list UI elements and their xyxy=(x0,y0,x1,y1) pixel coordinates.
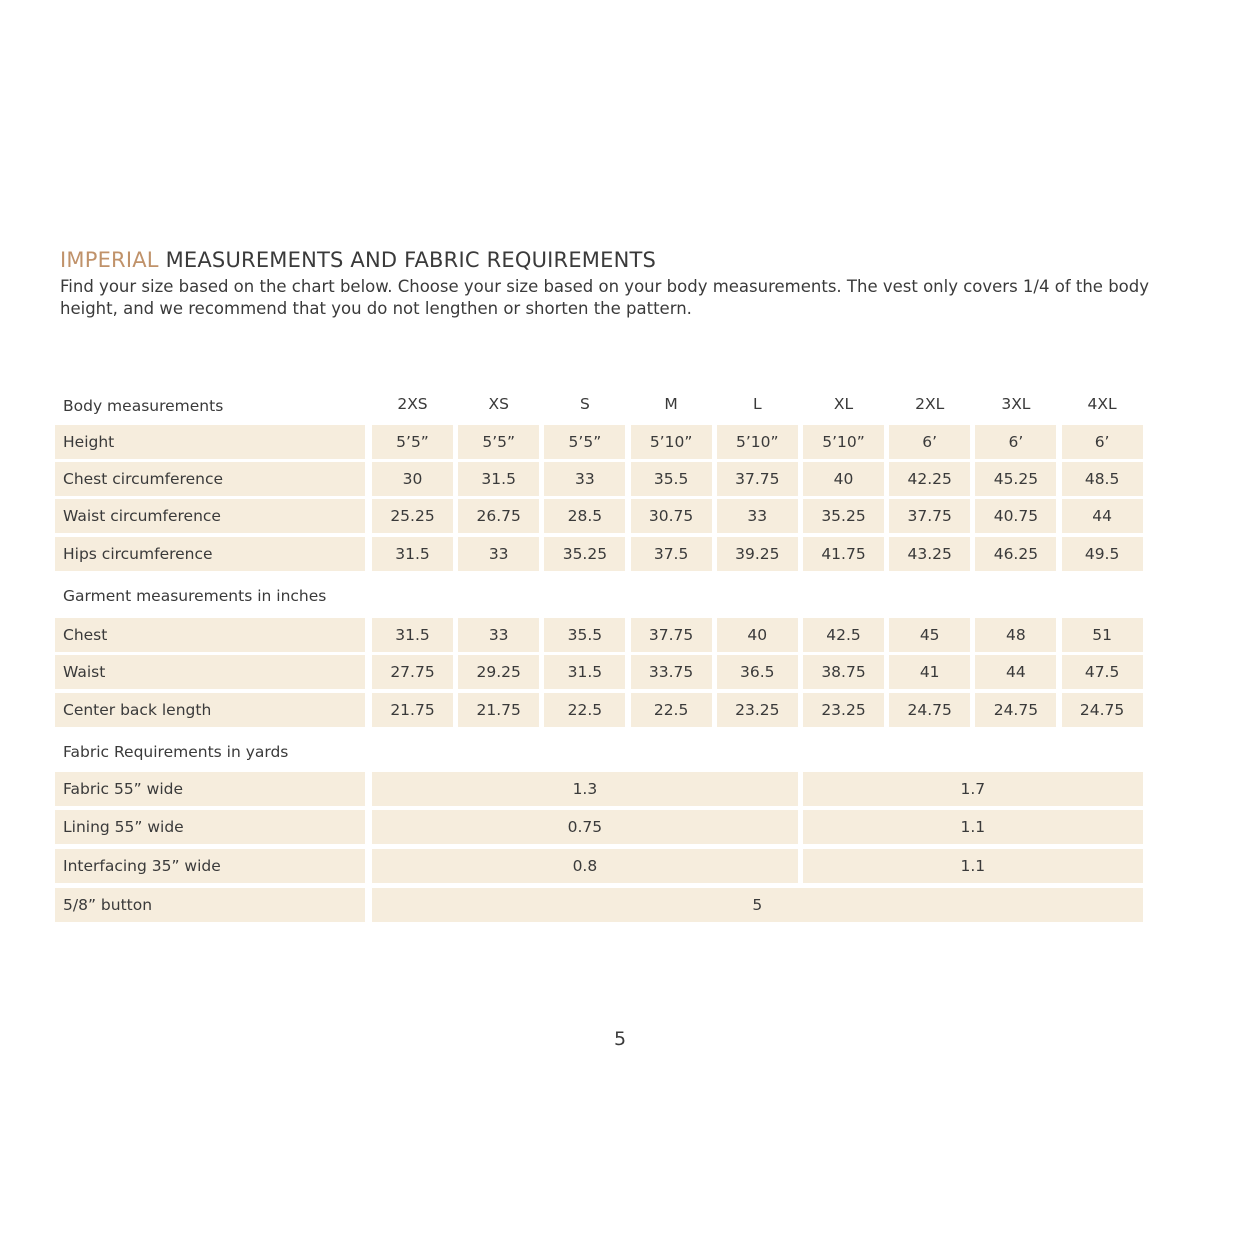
table-cell: 35.5 xyxy=(631,462,712,496)
table-cell: 6’ xyxy=(1062,425,1143,459)
table-cell: 43.25 xyxy=(889,537,970,571)
size-header-4xl: 4XL xyxy=(1087,395,1117,413)
table-cell: 5’10” xyxy=(717,425,798,459)
table-cell: 40 xyxy=(803,462,884,496)
table-cell: 42.5 xyxy=(803,618,884,652)
table-cell: 24.75 xyxy=(1062,693,1143,727)
table-cell-merged: 1.1 xyxy=(803,810,1143,844)
table-cell: 37.75 xyxy=(631,618,712,652)
section-heading-body: Body measurements xyxy=(63,397,224,415)
table-cell: 22.5 xyxy=(544,693,625,727)
table-cell-merged: 0.8 xyxy=(372,849,798,883)
size-header-2xl: 2XL xyxy=(915,395,945,413)
table-cell: 28.5 xyxy=(544,499,625,533)
table-row xyxy=(55,810,1145,844)
section-heading-garment: Garment measurements in inches xyxy=(63,587,327,605)
table-row xyxy=(55,499,1145,533)
row-label: Chest circumference xyxy=(55,462,365,496)
table-cell: 38.75 xyxy=(803,655,884,689)
table-cell: 25.25 xyxy=(372,499,453,533)
size-header-xl: XL xyxy=(833,395,854,413)
table-cell-merged: 1.1 xyxy=(803,849,1143,883)
size-header-l: L xyxy=(752,395,762,413)
table-cell: 5’5” xyxy=(372,425,453,459)
row-label: Height xyxy=(55,425,365,459)
table-row xyxy=(55,693,1145,727)
table-cell: 46.25 xyxy=(975,537,1056,571)
table-cell: 31.5 xyxy=(372,618,453,652)
table-cell: 37.75 xyxy=(889,499,970,533)
table-cell: 29.25 xyxy=(458,655,539,689)
size-header-3xl: 3XL xyxy=(1001,395,1031,413)
table-cell: 44 xyxy=(1062,499,1143,533)
table-row xyxy=(55,425,1145,459)
table-row xyxy=(55,462,1145,496)
row-label: Hips circumference xyxy=(55,537,365,571)
table-cell: 31.5 xyxy=(544,655,625,689)
table-cell: 37.5 xyxy=(631,537,712,571)
table-cell: 33.75 xyxy=(631,655,712,689)
title-rest: MEASUREMENTS AND FABRIC REQUIREMENTS xyxy=(158,248,657,272)
table-cell: 5’5” xyxy=(458,425,539,459)
table-cell: 41 xyxy=(889,655,970,689)
size-header-m: M xyxy=(664,395,678,413)
table-cell: 40.75 xyxy=(975,499,1056,533)
table-cell: 37.75 xyxy=(717,462,798,496)
table-cell: 22.5 xyxy=(631,693,712,727)
size-header-s: S xyxy=(579,395,590,413)
table-cell: 5’10” xyxy=(631,425,712,459)
section-heading-fabric: Fabric Requirements in yards xyxy=(63,743,289,761)
table-cell: 40 xyxy=(717,618,798,652)
table-cell: 6’ xyxy=(975,425,1056,459)
table-cell: 35.25 xyxy=(803,499,884,533)
table-cell-merged: 5 xyxy=(372,888,1143,922)
row-label: Waist circumference xyxy=(55,499,365,533)
table-cell: 51 xyxy=(1062,618,1143,652)
table-cell: 30.75 xyxy=(631,499,712,533)
table-cell: 48 xyxy=(975,618,1056,652)
table-cell: 24.75 xyxy=(889,693,970,727)
table-cell: 24.75 xyxy=(975,693,1056,727)
table-cell: 44 xyxy=(975,655,1056,689)
table-cell: 39.25 xyxy=(717,537,798,571)
table-cell-merged: 1.7 xyxy=(803,772,1143,806)
table-cell: 27.75 xyxy=(372,655,453,689)
table-cell-merged: 1.3 xyxy=(372,772,798,806)
row-label: 5/8” button xyxy=(55,888,365,922)
table-row xyxy=(55,537,1145,571)
table-row xyxy=(55,772,1145,806)
title-accent: IMPERIAL xyxy=(60,248,159,272)
table-cell: 33 xyxy=(544,462,625,496)
table-cell: 23.25 xyxy=(803,693,884,727)
table-cell: 30 xyxy=(372,462,453,496)
table-cell: 21.75 xyxy=(372,693,453,727)
size-chart-table xyxy=(55,0,1145,1240)
table-cell-merged: 0.75 xyxy=(372,810,798,844)
table-cell: 23.25 xyxy=(717,693,798,727)
table-row xyxy=(55,849,1145,883)
table-row xyxy=(55,888,1145,922)
table-cell: 5’10” xyxy=(803,425,884,459)
row-label: Interfacing 35” wide xyxy=(55,849,365,883)
row-label: Lining 55” wide xyxy=(55,810,365,844)
size-header-2xs: 2XS xyxy=(397,395,428,413)
table-cell: 47.5 xyxy=(1062,655,1143,689)
table-cell: 33 xyxy=(458,618,539,652)
row-label: Chest xyxy=(55,618,365,652)
table-cell: 21.75 xyxy=(458,693,539,727)
table-cell: 41.75 xyxy=(803,537,884,571)
table-cell: 33 xyxy=(458,537,539,571)
table-cell: 48.5 xyxy=(1062,462,1143,496)
row-label: Fabric 55” wide xyxy=(55,772,365,806)
size-header-xs: XS xyxy=(488,395,509,413)
table-cell: 35.5 xyxy=(544,618,625,652)
table-cell: 5’5” xyxy=(544,425,625,459)
page-number: 5 xyxy=(613,1028,627,1050)
table-cell: 42.25 xyxy=(889,462,970,496)
table-cell: 35.25 xyxy=(544,537,625,571)
intro-text: Find your size based on the chart below. Choose your size based on your body measurements. The vest only covers 1/4 of the body height, and we recommend that you do not lengthen or shorten the pattern. xyxy=(60,277,1149,318)
table-cell: 36.5 xyxy=(717,655,798,689)
table-cell: 31.5 xyxy=(458,462,539,496)
table-row xyxy=(55,618,1145,652)
table-cell: 31.5 xyxy=(372,537,453,571)
table-cell: 33 xyxy=(717,499,798,533)
table-cell: 26.75 xyxy=(458,499,539,533)
table-cell: 49.5 xyxy=(1062,537,1143,571)
table-row xyxy=(55,655,1145,689)
table-cell: 45 xyxy=(889,618,970,652)
row-label: Waist xyxy=(55,655,365,689)
table-cell: 45.25 xyxy=(975,462,1056,496)
row-label: Center back length xyxy=(55,693,365,727)
table-cell: 6’ xyxy=(889,425,970,459)
